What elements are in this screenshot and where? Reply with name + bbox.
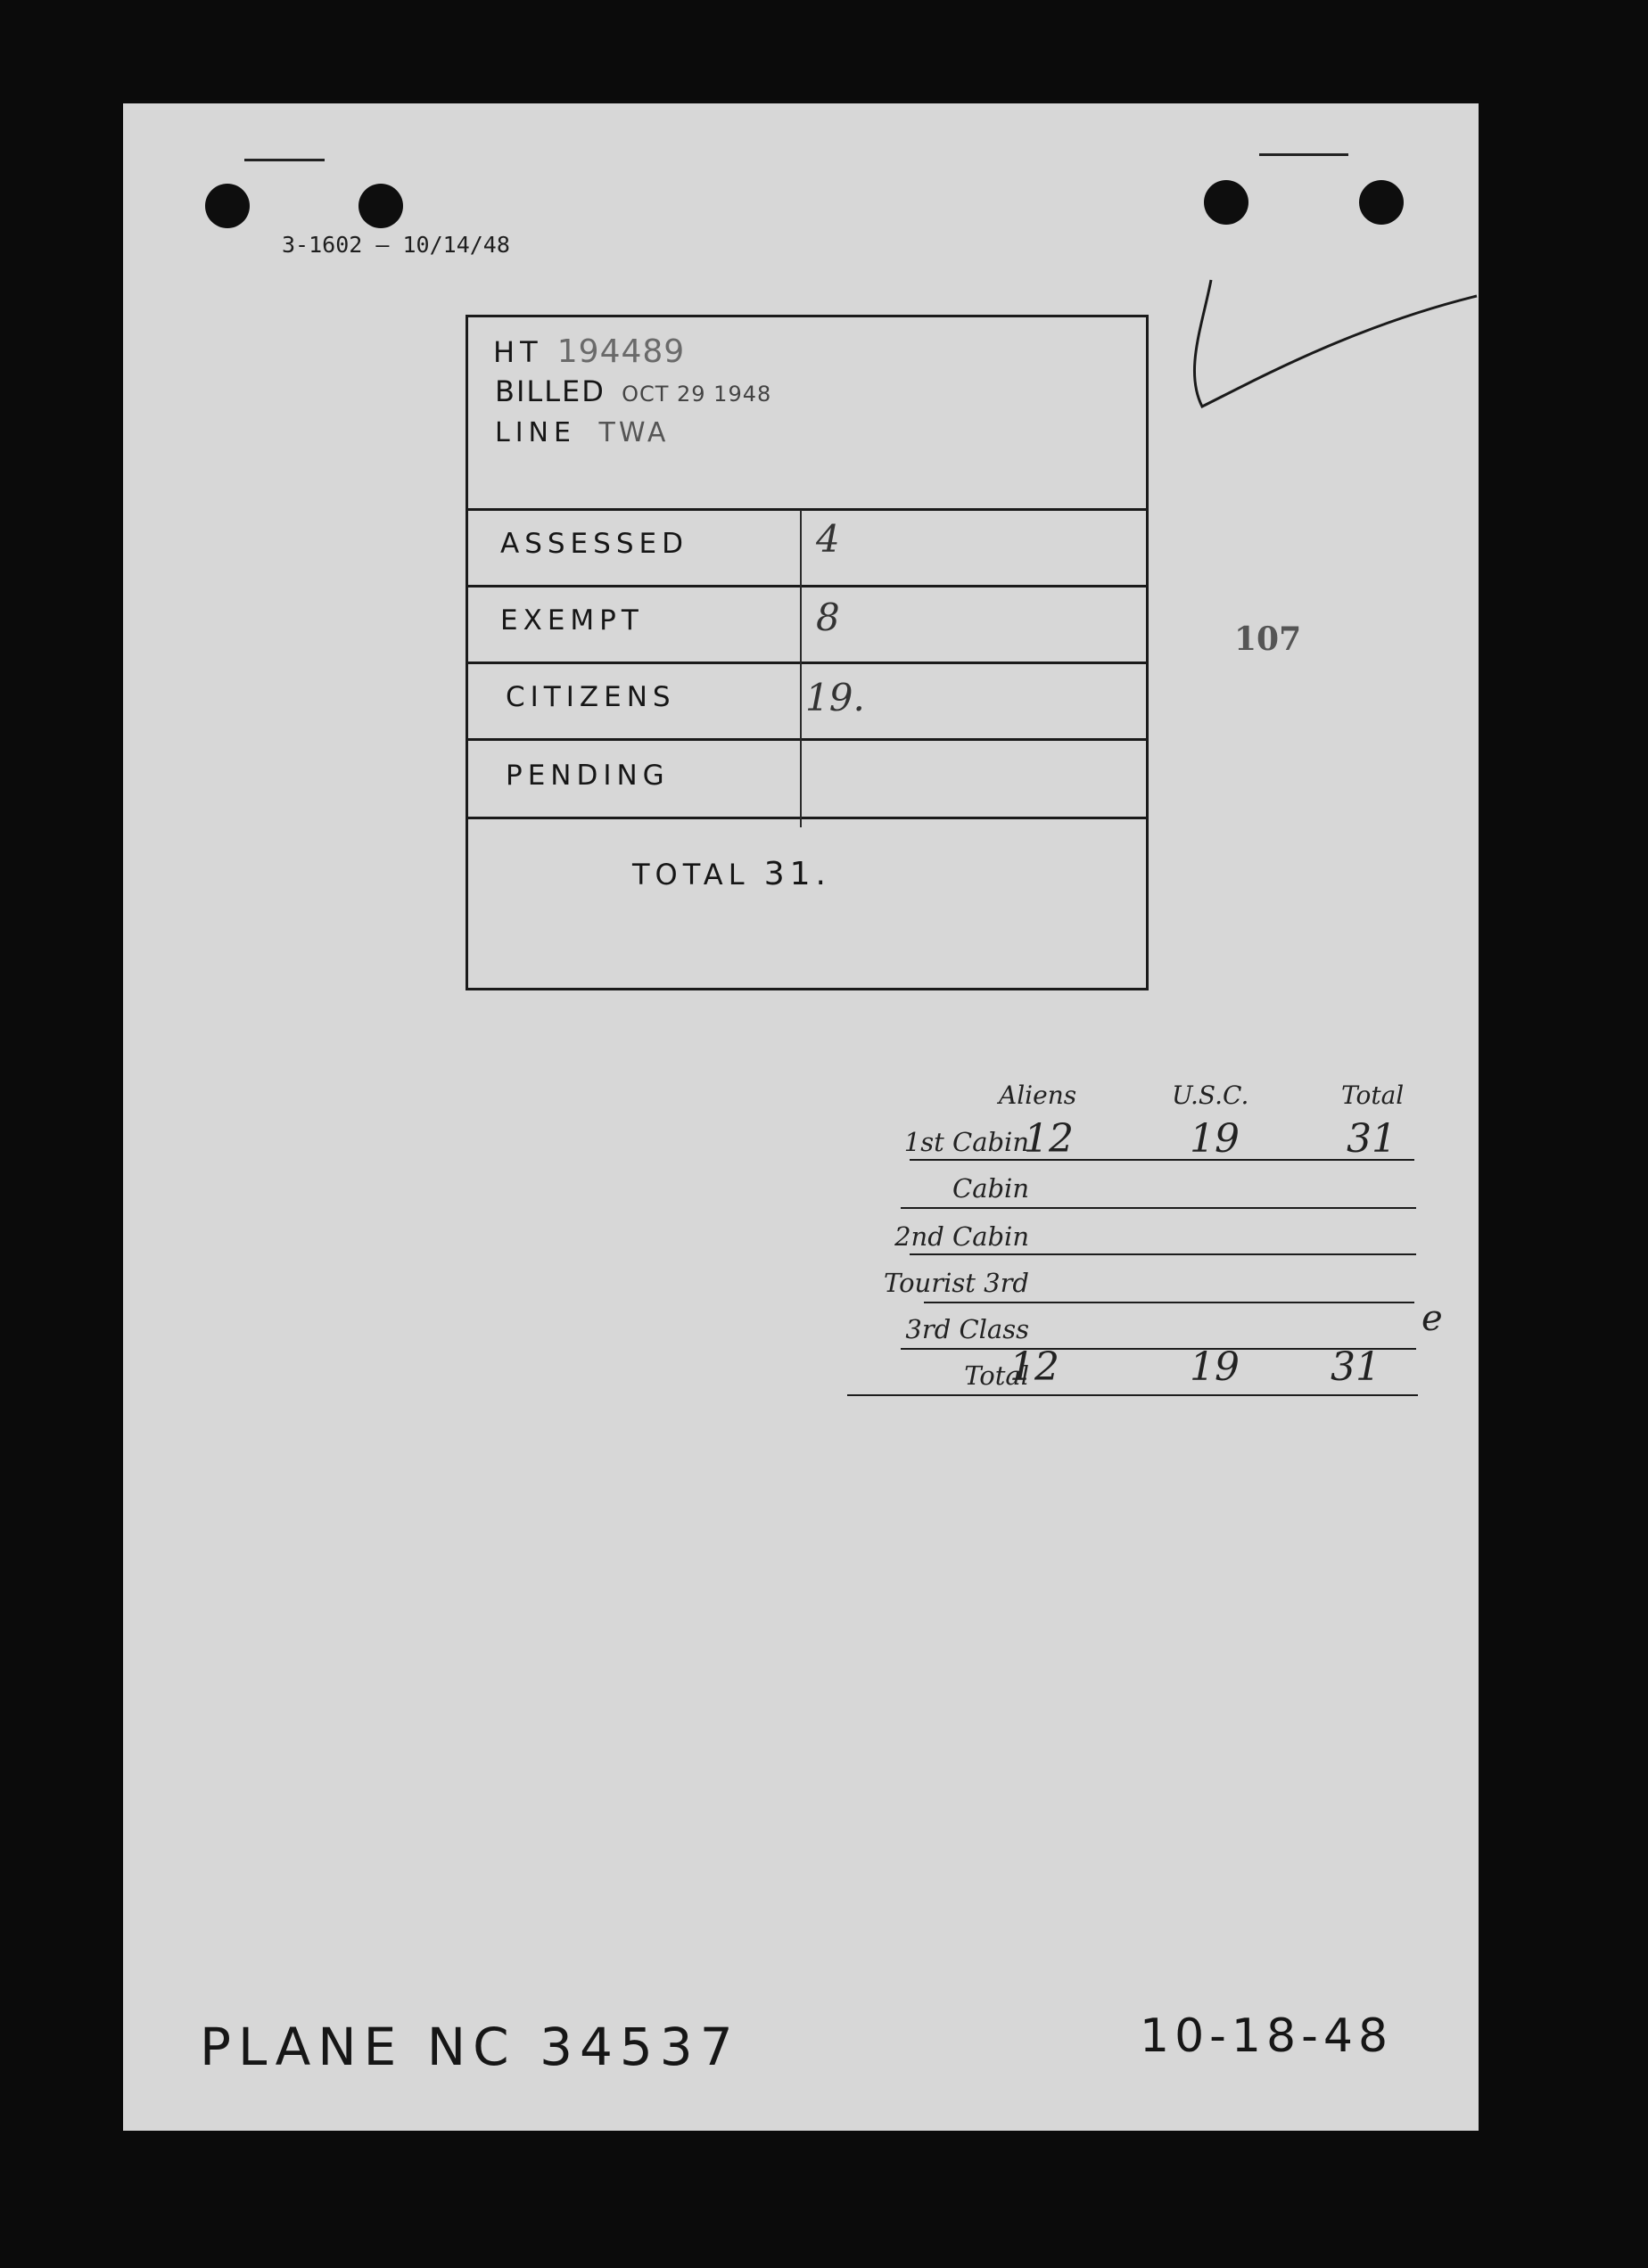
cell-total: 31 (1347, 1116, 1397, 1162)
ht-line (493, 333, 685, 370)
class-row-label: 2nd Cabin (894, 1221, 1029, 1252)
class-row-underline (901, 1207, 1416, 1209)
column-header-aliens: Aliens (999, 1081, 1077, 1110)
box-divider (468, 662, 1146, 664)
plane-number: PLANE NC 34537 (200, 2017, 740, 2077)
class-row-underline (910, 1253, 1416, 1255)
punch-hole (205, 184, 250, 228)
binder-tick (1259, 153, 1348, 156)
class-row-underline (924, 1302, 1414, 1303)
margin-mark: e (1421, 1298, 1443, 1339)
class-row-label: Tourist 3rd (884, 1268, 1029, 1298)
class-row-underline (910, 1159, 1414, 1161)
row-value-citizens: 19. (805, 676, 865, 719)
ht-number: 194489 (556, 333, 686, 370)
line-label: LINE (495, 417, 576, 448)
row-label-pending: PENDING (506, 760, 670, 792)
row-label-exempt: EXEMPT (500, 604, 644, 637)
binder-tick (244, 159, 325, 161)
class-row-underline (847, 1394, 1418, 1396)
line-value: TWA (598, 417, 670, 448)
tally-box (466, 315, 1149, 990)
form-date: 10/14/48 (402, 232, 510, 258)
row-value-assessed: 4 (816, 517, 840, 561)
cell-usc: 19 (1190, 1116, 1240, 1162)
billed-line (495, 374, 771, 408)
punch-hole (358, 184, 403, 228)
check-mark-icon (1175, 273, 1479, 415)
row-label-assessed: ASSESSED (500, 528, 688, 560)
box-divider (468, 817, 1146, 819)
class-row-label: 1st Cabin (903, 1127, 1029, 1157)
box-divider (468, 738, 1146, 741)
billed-label: BILLED (495, 374, 606, 408)
box-column-divider (800, 510, 802, 827)
box-divider (468, 585, 1146, 588)
row-value-exempt: 8 (816, 596, 840, 639)
cell-usc: 19 (1190, 1344, 1240, 1390)
cell-aliens: 12 (1024, 1116, 1074, 1162)
column-header-usc: U.S.C. (1172, 1081, 1249, 1110)
form-header (282, 232, 510, 258)
class-row-label: 3rd Class (905, 1314, 1029, 1344)
ht-label: HT (493, 335, 543, 369)
line-line (495, 417, 669, 448)
box-total (632, 856, 831, 892)
class-row-label: Cabin (952, 1173, 1029, 1204)
footer-date: 10-18-48 (1140, 2009, 1394, 2063)
document-sheet (123, 103, 1479, 2131)
cell-aliens: 12 (1009, 1344, 1059, 1390)
total-value: 31. (763, 856, 831, 892)
header-dash: — (375, 232, 403, 258)
total-label: TOTAL (632, 858, 750, 892)
form-code: 3-1602 (282, 232, 363, 258)
page-number: 107 (1234, 620, 1302, 658)
punch-hole (1359, 180, 1404, 225)
class-row-label: Total (964, 1360, 1029, 1391)
box-divider (468, 508, 1146, 511)
row-label-citizens: CITIZENS (506, 681, 676, 713)
billed-date: OCT 29 1948 (622, 382, 772, 407)
cell-total: 31 (1331, 1344, 1380, 1390)
column-header-total: Total (1341, 1081, 1405, 1110)
punch-hole (1204, 180, 1248, 225)
